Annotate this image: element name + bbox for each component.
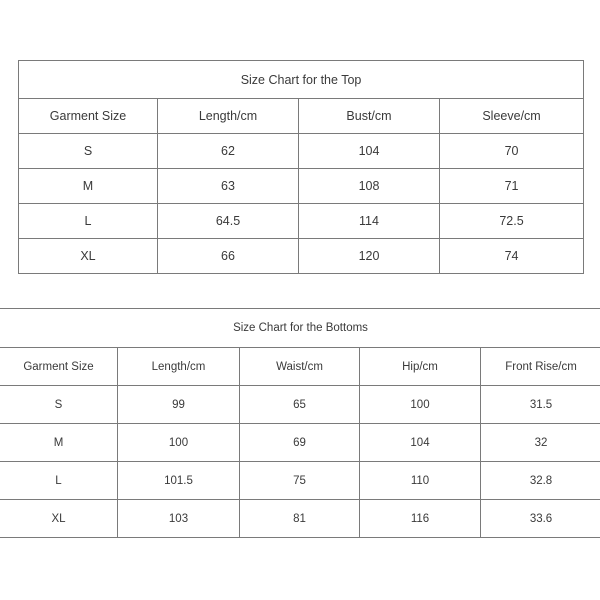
table-row (0, 424, 600, 462)
table-cell: 103 (118, 500, 240, 538)
table-row (0, 386, 600, 424)
table-cell: 104 (360, 424, 481, 462)
table-row (19, 134, 584, 169)
table-title: Size Chart for the Top (19, 61, 584, 99)
bottom-size-chart-table (0, 308, 600, 538)
table-cell: S (19, 134, 158, 169)
table-cell: 69 (240, 424, 360, 462)
table-cell: L (0, 462, 118, 500)
table-row (0, 462, 600, 500)
table-cell: 120 (299, 239, 440, 274)
table-cell: 72.5 (440, 204, 584, 239)
table-cell: M (19, 169, 158, 204)
table-cell: 62 (158, 134, 299, 169)
table-cell: 33.6 (481, 500, 600, 538)
table-row (19, 239, 584, 274)
table-cell: 100 (118, 424, 240, 462)
table-cell: 114 (299, 204, 440, 239)
table-cell: 31.5 (481, 386, 600, 424)
table-cell: 108 (299, 169, 440, 204)
table-cell: 75 (240, 462, 360, 500)
column-header: Waist/cm (240, 348, 360, 386)
table-cell: 99 (118, 386, 240, 424)
column-header: Garment Size (0, 348, 118, 386)
table-cell: 81 (240, 500, 360, 538)
column-header: Bust/cm (299, 99, 440, 134)
column-header: Hip/cm (360, 348, 481, 386)
table-cell: 104 (299, 134, 440, 169)
table-caption-row (0, 309, 600, 348)
table-cell: 63 (158, 169, 299, 204)
table-cell: 100 (360, 386, 481, 424)
table-header-row (19, 99, 584, 134)
table-row (0, 500, 600, 538)
table-cell: S (0, 386, 118, 424)
column-header: Length/cm (158, 99, 299, 134)
table-cell: 66 (158, 239, 299, 274)
column-header: Garment Size (19, 99, 158, 134)
table-row (19, 204, 584, 239)
table-cell: 74 (440, 239, 584, 274)
top-size-chart-table (18, 60, 584, 274)
table-row (19, 169, 584, 204)
table-cell: 32 (481, 424, 600, 462)
table-cell: 71 (440, 169, 584, 204)
table-cell: 101.5 (118, 462, 240, 500)
table-cell: 116 (360, 500, 481, 538)
column-header: Front Rise/cm (481, 348, 600, 386)
table-cell: M (0, 424, 118, 462)
table-cell: 64.5 (158, 204, 299, 239)
table-cell: XL (19, 239, 158, 274)
table-caption-row (19, 61, 584, 99)
column-header: Sleeve/cm (440, 99, 584, 134)
table-cell: 70 (440, 134, 584, 169)
column-header: Length/cm (118, 348, 240, 386)
table-cell: 32.8 (481, 462, 600, 500)
table-title: Size Chart for the Bottoms (0, 309, 600, 348)
table-header-row (0, 348, 600, 386)
table-cell: XL (0, 500, 118, 538)
table-cell: 65 (240, 386, 360, 424)
table-cell: L (19, 204, 158, 239)
table-cell: 110 (360, 462, 481, 500)
